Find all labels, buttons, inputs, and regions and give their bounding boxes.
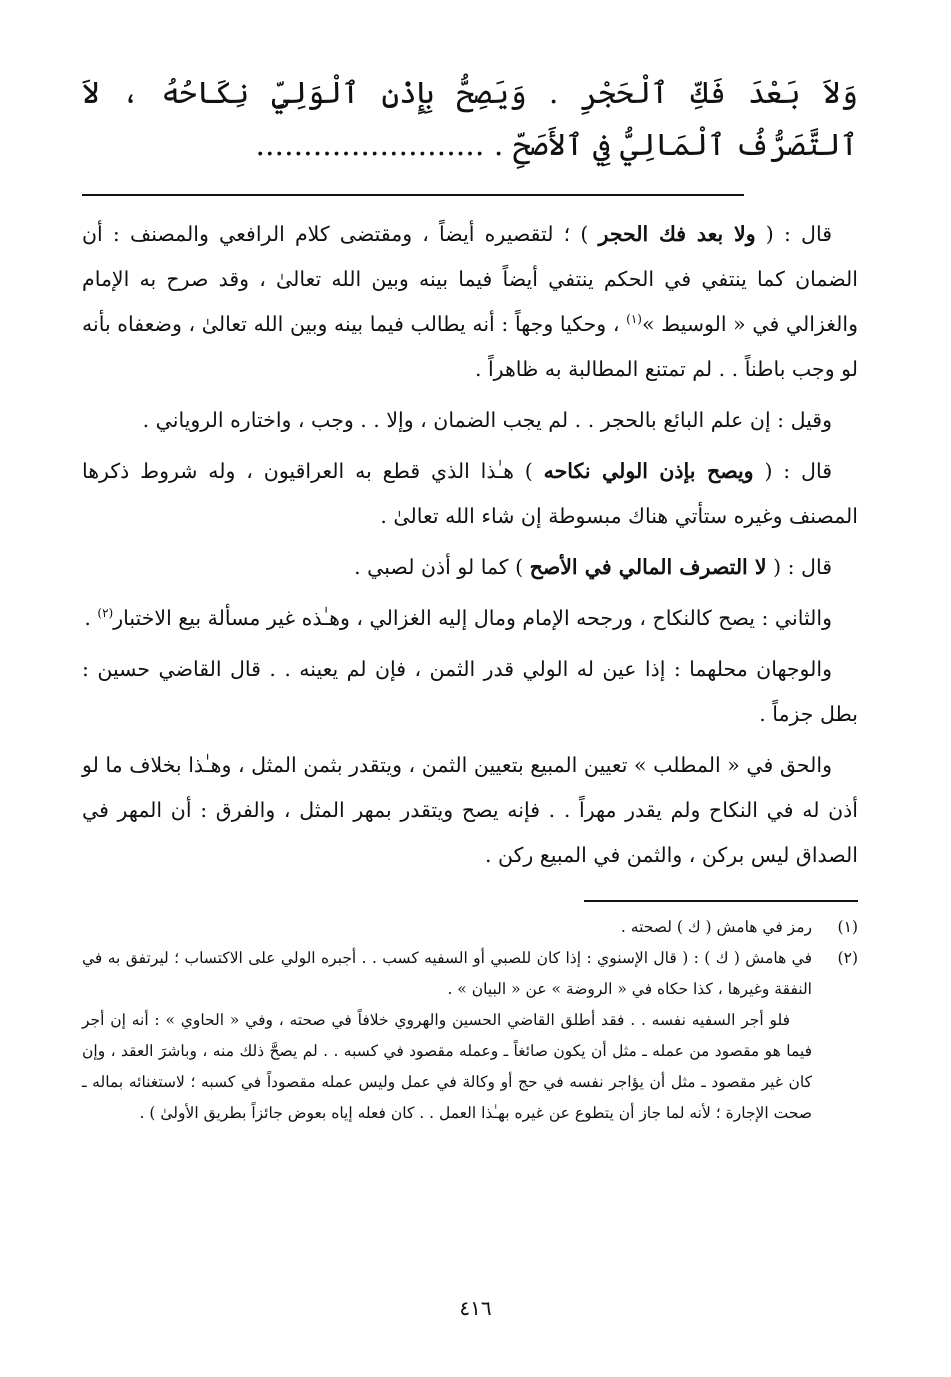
p3-quoted-matn: ويصح بإذن الولي نكاحه: [543, 459, 754, 483]
footnote-1-number: (١): [837, 918, 858, 936]
footnote-ref-1: (١): [626, 312, 642, 327]
commentary-paragraph-3: [82, 449, 858, 539]
footnote-2-number: (٢): [837, 949, 858, 967]
matn-text: [82, 58, 858, 172]
p1-text-b: ) ؛ لتقصيره أيضاً ، ومقتضى كلام الرافعي والمصنف : أن الضمان كما ينتفي في الحكم ينتفي أيضاً فيما بينه وبين الله تعالىٰ ، وقد صرح به الإمام والغزالي في « الوسيط »: [82, 222, 858, 336]
p4-text-b: ) كما لو أذن لصبي .: [354, 555, 530, 579]
commentary-paragraph-5: [82, 596, 858, 641]
p1-quoted-matn: ولا بعد فك الحجر: [598, 222, 756, 246]
commentary-paragraph-4: [82, 545, 858, 590]
p3-text-a: قال : (: [753, 459, 832, 483]
p5-text-a: والثاني : يصح كالنكاح ، ورجحه الإمام ومال إليه الغزالي ، وهـٰذه غير مسألة بيع الاختبار: [113, 606, 832, 630]
commentary-paragraph-7: والحق في « المطلب » تعيين المبيع بتعيين الثمن ، ويتقدر بثمن المثل ، وهـٰذا بخلاف ما لو أذن له في النكاح ولم يقدر مهراً . . فإنه يصح ويتقدر بمهر المثل ، والفرق : أن المهر في الصداق ليس بركن ، والثمن في المبيع ركن .: [82, 753, 858, 867]
p3-text-b: ) هـٰذا الذي قطع به العراقيون ، وله شروط ذكرها المصنف وغيره ستأتي هناك مبسوطة إن شاء الله تعالىٰ .: [82, 459, 858, 528]
footnote-2-text-2: فلو أجر السفيه نفسه . . فقد أطلق القاضي الحسين والهروي خلافاً في صحته ، وفي « الحاوي » : أنه إن أجر فيما هو مقصود من عمله ـ مثل أن يكون صائغاً ـ وعمله مقصود في كسبه . . لم يصحَّ ذلك منه ، وباشرَ العقد ، وإن كان غير مقصود ـ مثل أن يؤاجر نفسه في حج أو وكالة في عمل وليس عمله مقصوداً في كسبه ؛ لاستغنائه بماله ـ صحت الإجارة ؛ لأنه لما جاز أن يتطوع عن غيره بهـٰذا العمل . . كان فعله إياه بعوض جائزاً بطريق الأولىٰ ) .: [82, 1011, 812, 1122]
footnote-separator-rule: [584, 900, 858, 902]
page: [82, 58, 858, 1129]
p1-text-c: ، وحكيا وجهاً : أنه يطالب فيما بينه وبين الله تعالىٰ ، وضعفاه بأنه لو وجب باطناً . . لم تمتنع المطالبة به ظاهراً .: [82, 312, 858, 381]
p5-text-b: .: [84, 606, 98, 630]
commentary: [82, 212, 858, 878]
p1-text-a: قال : (: [755, 222, 833, 246]
footnote-1: [82, 912, 858, 943]
footnote-2: [82, 943, 858, 1129]
footnote-2-text-1: في هامش ( ك ) : ( قال الإسنوي : إذا كان للصبي أو السفيه كسب . . أجبره الولي على الاكتساب ؛ ليرتفق به في النفقة وغيرها ، كذا حكاه في « الروضة » عن « البيان » .: [82, 949, 812, 998]
p4-quoted-matn: لا التصرف المالي في الأصح: [529, 555, 767, 579]
page-number: ٤١٦: [459, 1296, 492, 1320]
footnote-ref-2: (٢): [97, 606, 114, 621]
commentary-paragraph-2: وقيل : إن علم البائع بالحجر . . لم يجب الضمان ، وإلا . . وجب ، واختاره الروياني .: [142, 408, 832, 432]
footnotes: [82, 912, 858, 1129]
footnote-1-text: رمز في هامش ( ك ) لصحته .: [620, 918, 812, 936]
commentary-paragraph-1: [82, 212, 858, 392]
matn-main: وَلاَ بَعْدَ فَكِّ ٱلْحَجْرِ . وَيَصِحُّ بِإِذْنِ ٱلْوَلِيِّ نِكَاحُهُ ، لاَ ٱلتَّصَرُّفُ ٱلْمَالِيُّ فِي ٱلأَصَحِّ .: [82, 76, 858, 163]
commentary-paragraph-6: والوجهان محلهما : إذا عين له الولي قدر الثمن ، فإن لم يعينه . . قال القاضي حسين : بطل جزماً .: [82, 657, 858, 726]
p4-text-a: قال : (: [766, 555, 832, 579]
matn-separator-rule: [82, 194, 744, 196]
matn-dots: ........................: [255, 128, 485, 163]
